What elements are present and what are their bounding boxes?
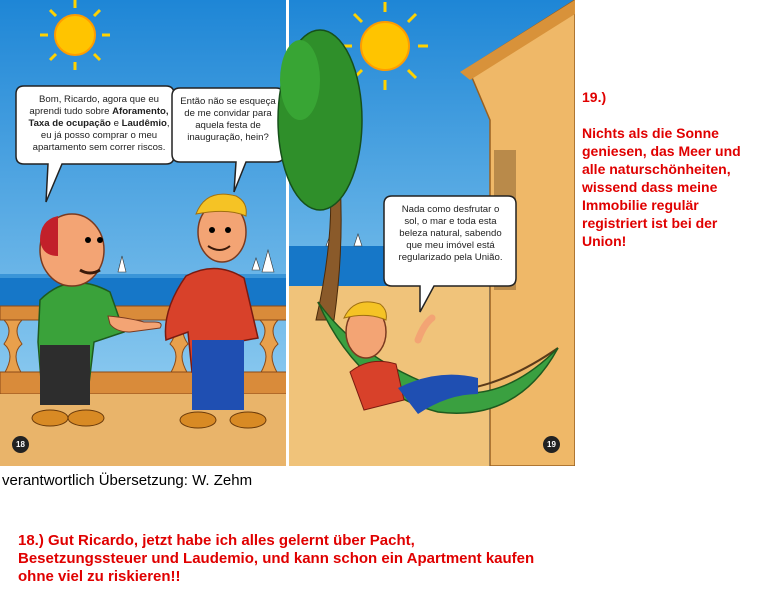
bubble-1-text-before: Bom, Ricardo, agora que eu aprendi tudo sobre xyxy=(29,94,159,117)
page-number-19: 19 xyxy=(543,436,560,453)
bubble-1-bold-1: Aforamento, xyxy=(112,106,169,117)
translation-note-19 xyxy=(582,88,754,250)
bubble-1-bold-3: Laudêmio xyxy=(121,118,167,129)
speech-bubble-2: Então não se esqueça de me convidar para aquela festa de inauguração, hein? xyxy=(180,96,276,143)
bubble-1-connector: e xyxy=(110,118,122,129)
page-number-18: 18 xyxy=(12,436,29,453)
note-19-text: Nichts als die Sonne geniesen, das Meer und alle naturschönheiten, wissend dass meine Immobilie regulär registriert ist bei der Union! xyxy=(582,125,741,249)
bubble-1-text-after: , eu já posso comprar o meu apartamento sem correr riscos. xyxy=(32,118,170,153)
speech-bubble-3: Nada como desfrutar o sol, o mar e toda esta beleza natural, sabendo que meu imóvel está regularizado pela União. xyxy=(398,204,503,263)
bubble-1-bold-2: Taxa de ocupação xyxy=(28,118,111,129)
translation-credit: verantwortlich Übersetzung: W. Zehm xyxy=(2,472,253,489)
note-19-number: 19.) xyxy=(582,89,607,105)
panel-left xyxy=(0,0,287,466)
translation-note-18: 18.) Gut Ricardo, jetzt habe ich alles gelernt über Pacht, Besetzungssteuer und Laudemio, und kann schon ein Apartment kaufen ohne viel zu riskieren!! xyxy=(18,532,535,585)
speech-bubble-1 xyxy=(24,94,174,154)
